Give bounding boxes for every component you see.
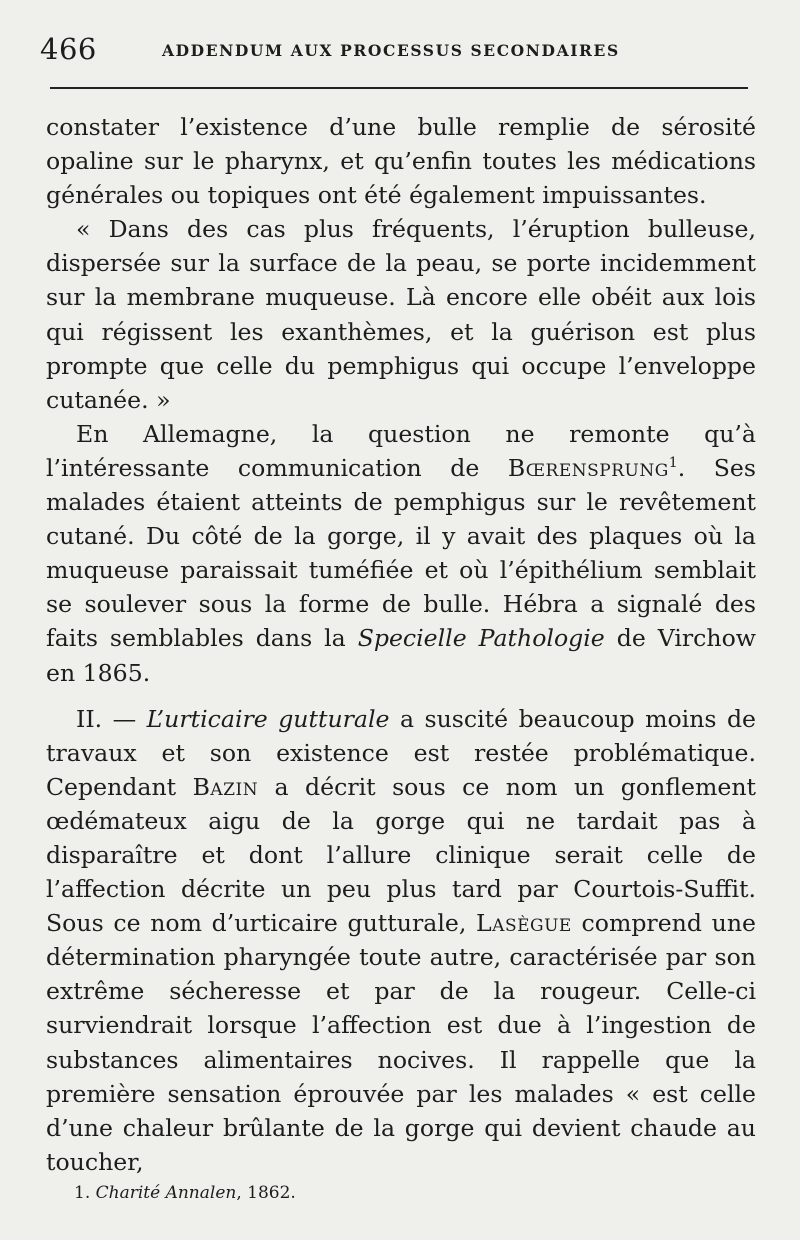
footnote-year: , 1862.: [236, 1183, 296, 1203]
section-title: L’urticaire gutturale: [146, 704, 390, 733]
author-name-lasegue: Lasègue: [476, 909, 572, 938]
page-header: [40, 30, 755, 70]
paragraph-3-text-b: . Ses malades étaient atteints de pemphigus sur le revêtement cutané. Du côté de la gorge, il y avait des plaques où la muqueuse paraissait tuméfiée et où l’épithélium semblait se soulever sous la forme de bulle. Hébra a signalé des faits semblables dans la: [46, 453, 756, 653]
paragraph-3-text-a: En Allemagne, la question ne remonte qu’à l’intéressante communication de: [46, 419, 756, 482]
paragraph-1: constater l’existence d’une bulle remplie de sérosité opaline sur le pharynx, et qu’enfin toutes les médications générales ou topiques ont été également impuissantes.: [46, 113, 756, 210]
running-head: ADDENDUM AUX PROCESSUS SECONDAIRES: [162, 41, 620, 60]
paragraph-3-text-c: de Virchow en 1865.: [46, 624, 756, 687]
paragraph-4: [46, 702, 756, 1179]
header-rule: [50, 87, 748, 89]
paragraph-4-text-a: a suscité beaucoup moins de travaux et son existence est restée problématique. Cependant: [46, 704, 757, 801]
book-title-specielle-pathologie: Specielle Pathologie: [357, 624, 605, 653]
footnote: [74, 1183, 296, 1203]
page-number: 466: [40, 32, 97, 66]
paragraph-4-text-c: comprend une détermination pharyngée toute autre, caractérisée par son extrême sécheresse et par de la rougeur. Celle-ci surviendrait lorsque l’affection est due à l’ingestion de substances alimentaires nocives. Il rappelle que la première sensation éprouvée par les malades « est celle d’une chaleur brûlante de la gorge qui devient chaude au toucher,: [46, 909, 756, 1176]
paragraph-3: [46, 417, 756, 690]
author-name-bazin: Bazin: [192, 772, 259, 801]
paragraph-2: « Dans des cas plus fréquents, l’éruption bulleuse, dispersée sur la surface de la peau, se porte incidemment sur la membrane muqueuse. Là encore elle obéit aux lois qui régissent les exanthèmes, et la guérison est plus prompte que celle du pemphigus qui occupe l’enveloppe cutanée. »: [46, 215, 756, 414]
section-number: II. —: [76, 704, 147, 733]
footnote-reference: 1: [668, 455, 678, 472]
footnote-title: Charité Annalen: [95, 1183, 237, 1203]
footnote-number: 1.: [74, 1183, 96, 1203]
paragraph-4-text-b: a décrit sous ce nom un gonflement œdémateux aigu de la gorge qui ne tardait pas à disparaître et dont l’allure clinique serait celle de l’affection décrite un peu plus tard par Courtois-Suffit. Sous ce nom d’urticaire gutturale,: [46, 772, 756, 938]
author-name-boerensprung: Bœrensprung: [507, 453, 669, 482]
body-text: [46, 110, 756, 1179]
